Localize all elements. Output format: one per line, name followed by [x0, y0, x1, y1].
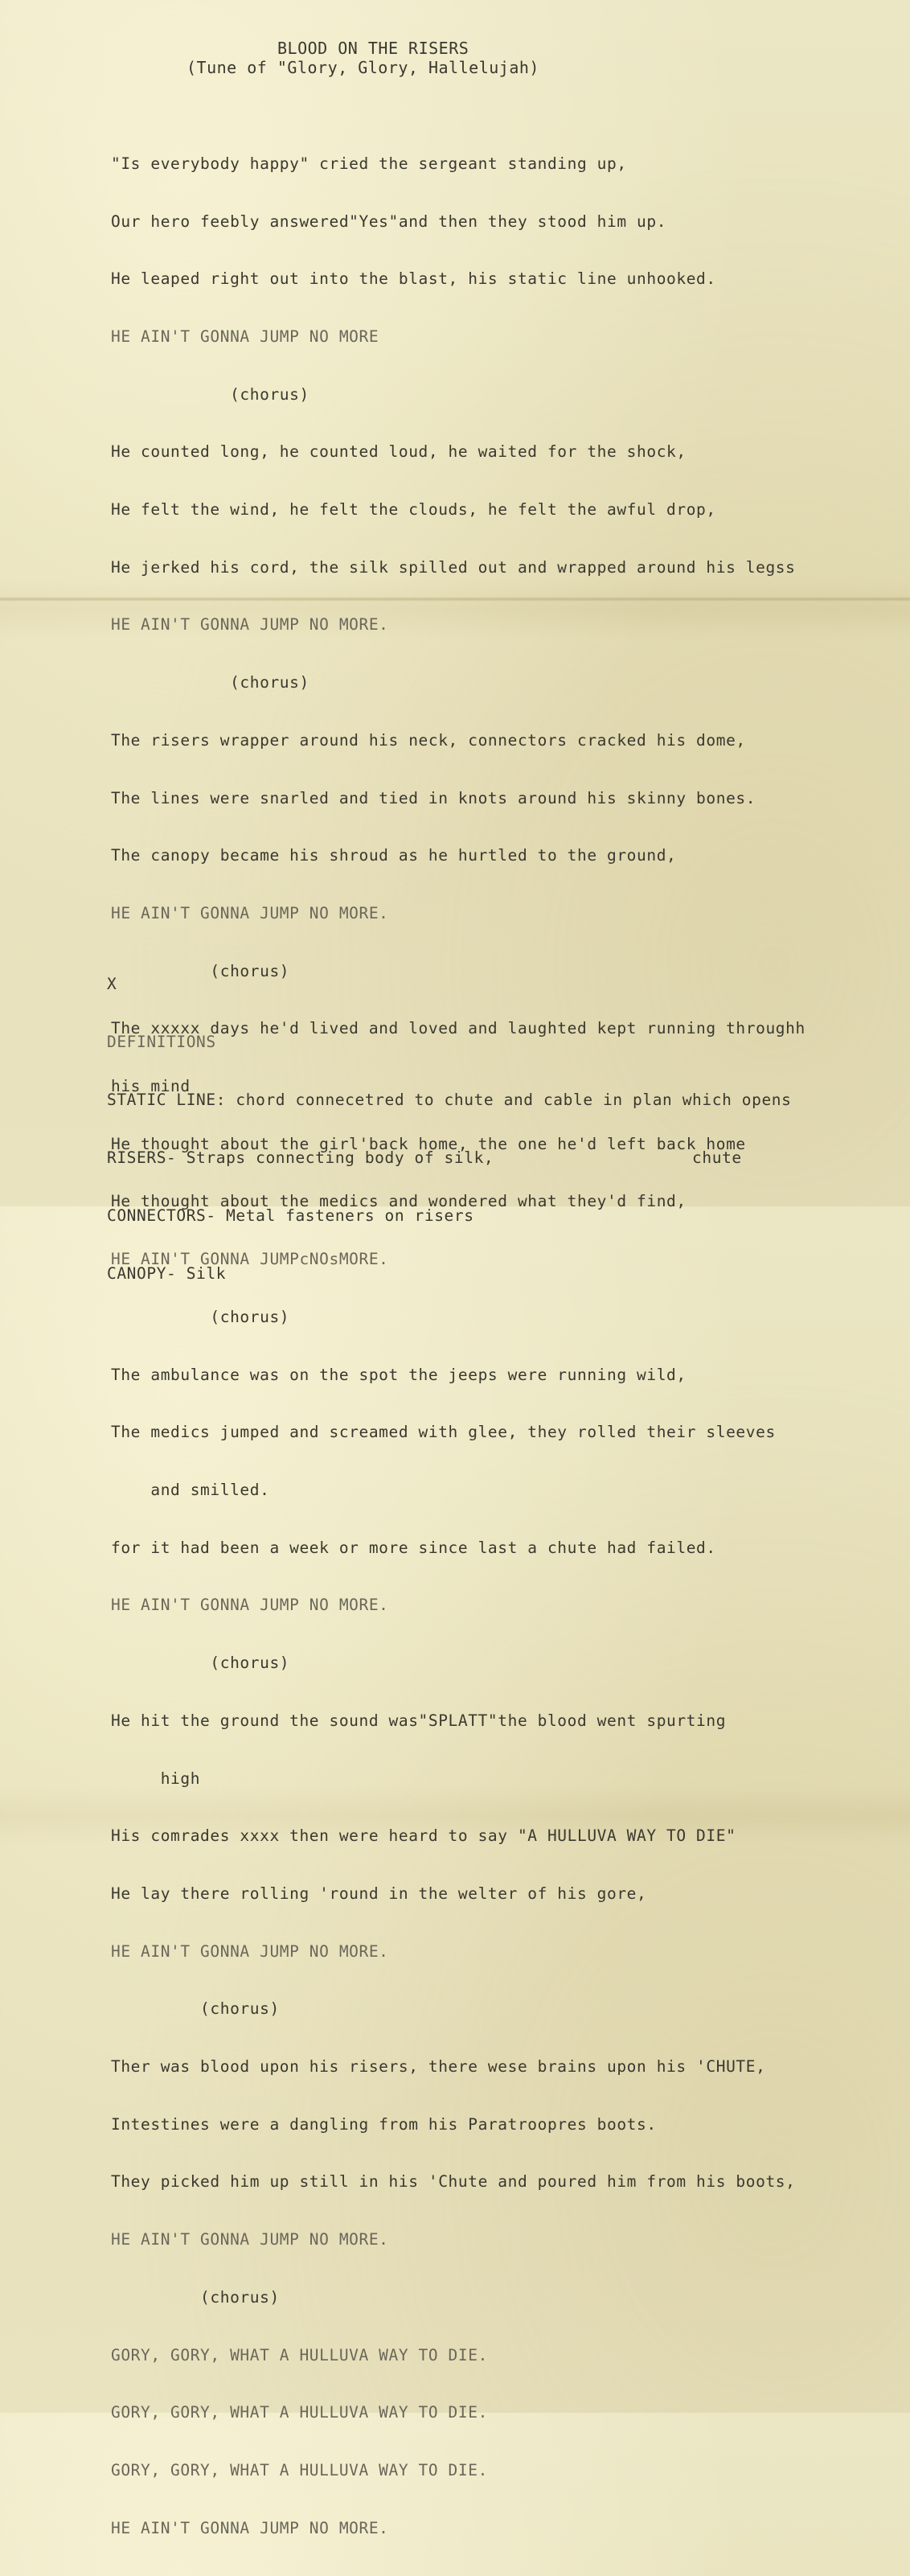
refrain-line: HE AIN'T GONNA JUMP NO MORE.	[111, 2518, 389, 2537]
lyric-line: He felt the wind, he felt the clouds, he felt the awful drop,	[111, 500, 716, 520]
lyric-line: He hit the ground the sound was"SPLATT"the blood went spurting	[111, 1711, 727, 1730]
lyric-line: Intestines were a dangling from his Paratroopres boots.	[111, 2114, 657, 2134]
lyric-line: He lay there rolling 'round in the welter of his gore,	[111, 1884, 647, 1903]
lyric-line: He thought about the girl'back home, the one he'd left back home	[111, 1134, 746, 1153]
lyric-line: The ambulance was on the spot the jeeps were running wild,	[111, 1365, 687, 1384]
chorus-marker: (chorus)	[111, 961, 290, 980]
lyric-line: Our hero feebly answered"Yes"and then they stood him up.	[111, 212, 667, 231]
lyric-line: His comrades xxxx then were heard to say "A HULLUVA WAY TO DIE"	[111, 1826, 736, 1846]
lyric-line: He counted long, he counted loud, he waited for the shock,	[111, 442, 687, 462]
definitions-heading: DEFINITIONS	[107, 1033, 216, 1051]
lyric-line: The medics jumped and screamed with glee, they rolled their sleeves	[111, 1423, 776, 1442]
chorus-marker: (chorus)	[111, 2287, 280, 2307]
chorus-marker: (chorus)	[111, 1307, 290, 1326]
refrain-line: HE AIN'T GONNA JUMPcNOsMORE.	[111, 1250, 389, 1269]
refrain-line: HE AIN'T GONNA JUMP NO MORE.	[111, 615, 389, 635]
refrain-line: HE AIN'T GONNA JUMP NO MORE.	[111, 1596, 389, 1615]
lyric-line: They picked him up still in his 'Chute and poured him from his boots,	[111, 2172, 796, 2192]
chorus-marker: (chorus)	[111, 1654, 290, 1673]
gory-refrain-line: GORY, GORY, WHAT A HULLUVA WAY TO DIE.	[111, 2403, 488, 2422]
lyric-line: He thought about the medics and wondered what they'd find,	[111, 1192, 687, 1211]
lyric-line: his mind	[111, 1077, 191, 1096]
definition-line: RISERS- Straps connecting body of silk, chute	[107, 1148, 742, 1167]
refrain-line: HE AIN'T GONNA JUMP NO MORE.	[111, 2230, 389, 2249]
gory-refrain-line: GORY, GORY, WHAT A HULLUVA WAY TO DIE.	[111, 2345, 488, 2364]
refrain-line: HE AIN'T GONNA JUMP NO MORE.	[111, 903, 389, 922]
lyric-line: The risers wrapper around his neck, connectors cracked his dome,	[111, 730, 746, 750]
lyric-line: and smilled.	[111, 1480, 270, 1499]
document-title-block	[0, 39, 910, 77]
lyric-line: Ther was blood upon his risers, there wese brains upon his 'CHUTE,	[111, 2057, 766, 2077]
definition-line: CANOPY- Silk	[107, 1264, 227, 1283]
lyric-line: for it had been a week or more since last a chute had failed.	[111, 1538, 716, 1557]
lyric-line: high	[111, 1769, 201, 1788]
definitions-section	[107, 936, 903, 1322]
refrain-line: HE AIN'T GONNA JUMP NO MORE.	[111, 1941, 389, 1961]
lyric-line: "Is everybody happy" cried the sergeant standing up,	[111, 154, 627, 173]
chorus-marker: (chorus)	[111, 673, 309, 692]
chorus-marker: (chorus)	[111, 384, 309, 404]
lyric-line: The canopy became his shroud as he hurtled to the ground,	[111, 846, 677, 865]
refrain-line: HE AIN'T GONNA JUMP NO MORE	[111, 327, 379, 346]
definition-line: STATIC LINE: chord connecetred to chute and cable in plan which opens	[107, 1091, 792, 1109]
lyric-line: He leaped right out into the blast, his static line unhooked.	[111, 269, 716, 289]
document-title: BLOOD ON THE RISERS	[277, 39, 469, 58]
gory-refrain-line: GORY, GORY, WHAT A HULLUVA WAY TO DIE.	[111, 2460, 488, 2479]
song-lyrics	[111, 116, 907, 2576]
struck-mark: X	[107, 975, 117, 993]
lyric-line: The lines were snarled and tied in knots around his skinny bones.	[111, 788, 756, 807]
chorus-marker: (chorus)	[111, 1999, 280, 2019]
definition-line: CONNECTORS- Metal fasteners on risers	[107, 1206, 474, 1225]
document-subtitle: (Tune of "Glory, Glory, Hallelujah)	[187, 58, 539, 77]
lyric-line: He jerked his cord, the silk spilled out and wrapped around his legss	[111, 557, 796, 577]
lyric-line: The xxxxx days he'd lived and loved and laughted kept running throughh	[111, 1019, 805, 1038]
